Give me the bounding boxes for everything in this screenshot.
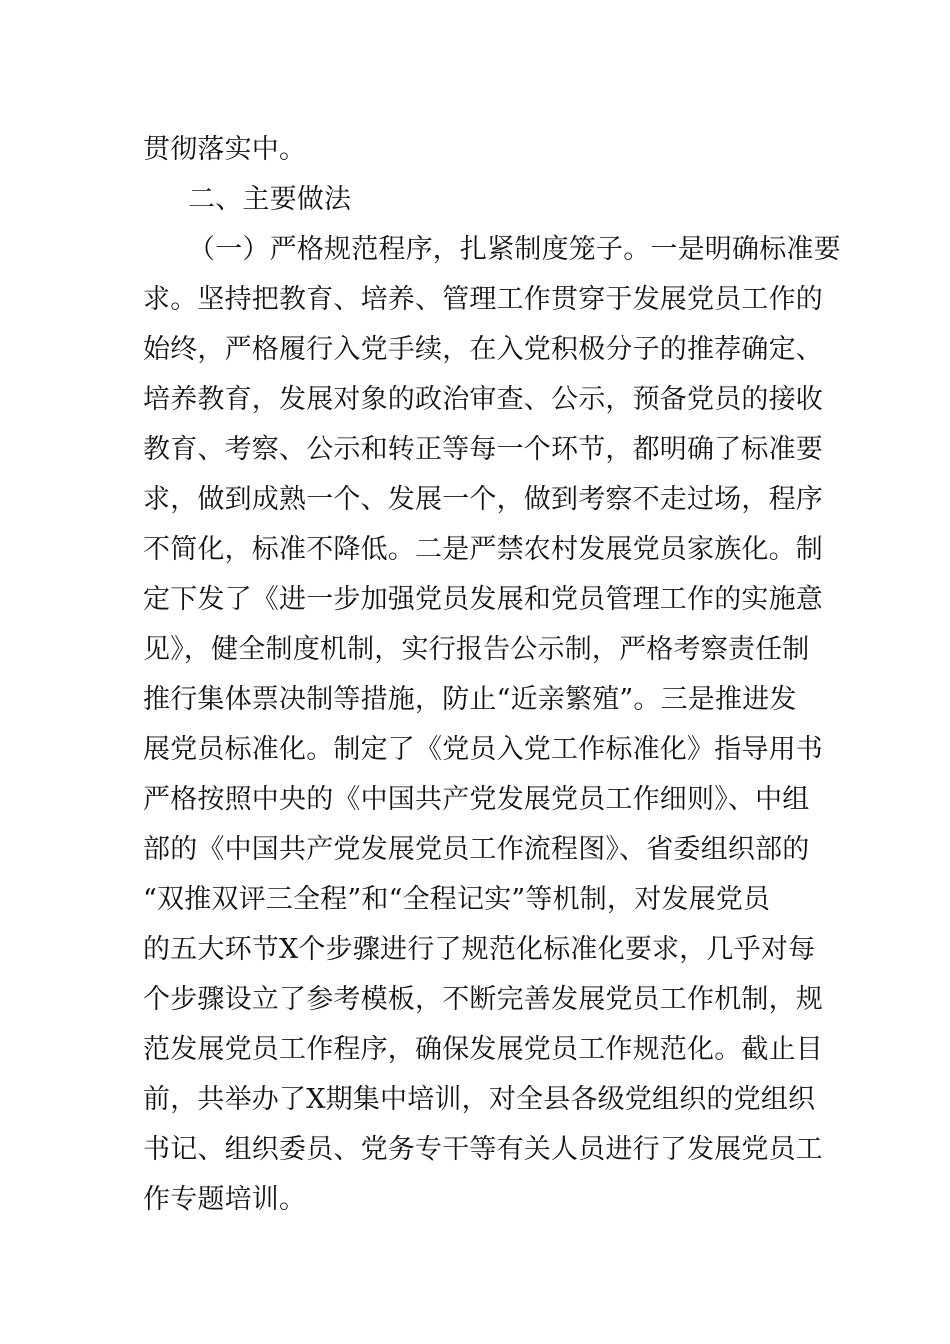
text-line: 推行集体票决制等措施，防止“近亲繁殖”。三是推进发 <box>143 684 797 715</box>
text-line: 定下发了《进一步加强党员发展和党员管理工作的实施意 <box>143 584 823 615</box>
text-line: 不简化，标准不降低。二是严禁农村发展党员家族化。制 <box>143 534 823 565</box>
text-line: “双推双评三全程”和“全程记实”等机制，对发展党员 <box>143 884 771 915</box>
subsection-heading-line: （一）严格规范程序，扎紧制度笼子。一是明确标准要 <box>188 234 841 265</box>
text-line: 范发展党员工作程序，确保发展党员工作规范化。截止目 <box>143 1034 823 1065</box>
text-line: 始终，严格履行入党手续，在入党积极分子的推荐确定、 <box>143 334 823 365</box>
section-heading: 二、主要做法 <box>188 184 352 215</box>
text-line: 前，共举办了X期集中培训，对全县各级党组织的党组织 <box>143 1084 816 1115</box>
text-line: 求，做到成熟一个、发展一个，做到考察不走过场，程序 <box>143 484 823 515</box>
text-line: 严格按照中央的《中国共产党发展党员工作细则》、中组 <box>143 784 810 815</box>
text-line: 个步骤设立了参考模板，不断完善发展党员工作机制，规 <box>143 984 823 1015</box>
text-line: 贯彻落实中。 <box>143 134 307 165</box>
text-line: 培养教育，发展对象的政治审查、公示，预备党员的接收 <box>143 384 823 415</box>
text-line: 教育、考察、公示和转正等每一个环节，都明确了标准要 <box>143 434 823 465</box>
text-line: 的五大环节X个步骤进行了规范化标准化要求，几乎对每 <box>143 934 816 965</box>
text-line: 展党员标准化。制定了《党员入党工作标准化》指导用书 <box>143 734 823 765</box>
text-line: 求。坚持把教育、培养、管理工作贯穿于发展党员工作的 <box>143 284 823 315</box>
text-line: 部的《中国共产党发展党员工作流程图》、省委组织部的 <box>143 834 810 865</box>
text-line: 书记、组织委员、党务专干等有关人员进行了发展党员工 <box>143 1134 823 1165</box>
text-line: 作专题培训。 <box>143 1184 307 1215</box>
text-line: 见》，健全制度机制，实行报告公示制，严格考察责任制 <box>143 634 810 665</box>
